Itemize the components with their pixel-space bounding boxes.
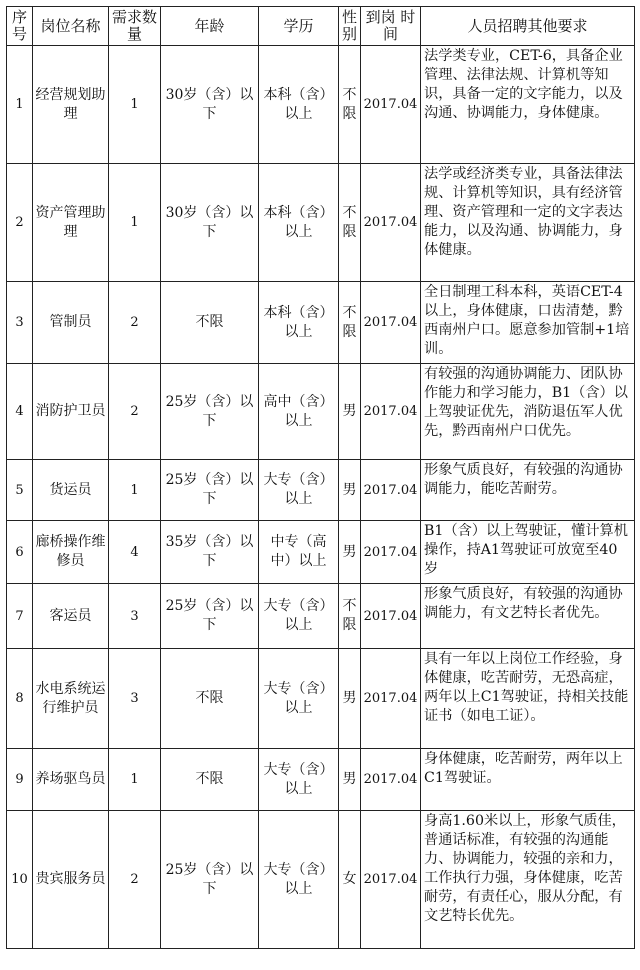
- table-row: [7, 364, 635, 460]
- row-position: 水电系统运行维护员: [33, 649, 109, 749]
- header-age: 年龄: [161, 7, 259, 46]
- row-count: 1: [109, 46, 161, 164]
- header-no: 序号: [7, 7, 33, 46]
- row-gender: 男: [339, 364, 361, 460]
- row-no: 8: [7, 649, 33, 749]
- row-age: 25岁（含）以下: [161, 460, 259, 521]
- row-no: 1: [7, 46, 33, 164]
- row-no: 4: [7, 364, 33, 460]
- row-education: 本科（含）以上: [259, 282, 339, 364]
- table-row: [7, 282, 635, 364]
- row-position: 消防护卫员: [33, 364, 109, 460]
- row-count: 2: [109, 282, 161, 364]
- table-row: [7, 649, 635, 749]
- header-requirements: 人员招聘其他要求: [421, 7, 635, 46]
- header-education: 学历: [259, 7, 339, 46]
- row-gender: 男: [339, 460, 361, 521]
- row-gender: 男: [339, 521, 361, 584]
- row-no: 5: [7, 460, 33, 521]
- row-count: 2: [109, 364, 161, 460]
- header-row: [7, 7, 635, 46]
- row-education: 大专（含）以上: [259, 460, 339, 521]
- row-no: 6: [7, 521, 33, 584]
- row-age: 35岁（含）以下: [161, 521, 259, 584]
- row-gender: 男: [339, 649, 361, 749]
- row-education: 大专（含）以上: [259, 811, 339, 949]
- table-row: [7, 811, 635, 949]
- row-education: 大专（含）以上: [259, 649, 339, 749]
- row-position: 廊桥操作维修员: [33, 521, 109, 584]
- row-gender: 不限: [339, 282, 361, 364]
- row-position: 资产管理助理: [33, 164, 109, 282]
- table-row: [7, 460, 635, 521]
- row-arrival: 2017.04: [361, 460, 421, 521]
- table-row: [7, 584, 635, 649]
- row-gender: 女: [339, 811, 361, 949]
- table-row: [7, 749, 635, 811]
- row-requirements: 法学或经济类专业，具备法律法规、计算机等知识，具有经济管理、资产管理和一定的文字表达能力，以及沟通、协调能力，身体健康。: [421, 164, 635, 282]
- row-requirements: 全日制理工科本科，英语CET-4以上，身体健康，口齿清楚，黔西南州户口。愿意参加管制+1培训。: [421, 282, 635, 364]
- row-age: 25岁（含）以下: [161, 364, 259, 460]
- row-no: 9: [7, 749, 33, 811]
- row-age: 30岁（含）以下: [161, 164, 259, 282]
- row-position: 贵宾服务员: [33, 811, 109, 949]
- row-age: 25岁（含）以下: [161, 811, 259, 949]
- row-arrival: 2017.04: [361, 46, 421, 164]
- row-no: 2: [7, 164, 33, 282]
- row-position: 客运员: [33, 584, 109, 649]
- row-gender: 男: [339, 749, 361, 811]
- row-gender: 不限: [339, 164, 361, 282]
- header-arrival: 到岗 时间: [361, 7, 421, 46]
- row-requirements: 有较强的沟通协调能力、团队协作能力和学习能力，B1（含）以上驾驶证优先，消防退伍军人优先，黔西南州户口优先。: [421, 364, 635, 460]
- row-count: 1: [109, 164, 161, 282]
- row-education: 中专（高中）以上: [259, 521, 339, 584]
- row-requirements: 法学类专业，CET-6，具备企业管理、法律法规、计算机等知识，具备一定的文字能力，以及沟通、协调能力，身体健康。: [421, 46, 635, 164]
- row-count: 3: [109, 649, 161, 749]
- row-count: 1: [109, 460, 161, 521]
- row-no: 10: [7, 811, 33, 949]
- row-arrival: 2017.04: [361, 164, 421, 282]
- row-gender: 不限: [339, 584, 361, 649]
- row-age: 25岁（含）以下: [161, 584, 259, 649]
- row-requirements: 具有一年以上岗位工作经验，身体健康，吃苦耐劳，无恐高症，两年以上C1驾驶证，持相关技能证书（如电工证）。: [421, 649, 635, 749]
- row-position: 管制员: [33, 282, 109, 364]
- row-arrival: 2017.04: [361, 584, 421, 649]
- row-arrival: 2017.04: [361, 811, 421, 949]
- row-age: 不限: [161, 749, 259, 811]
- header-position: 岗位名称: [33, 7, 109, 46]
- row-age: 30岁（含）以下: [161, 46, 259, 164]
- row-arrival: 2017.04: [361, 749, 421, 811]
- table-row: [7, 46, 635, 164]
- row-count: 1: [109, 749, 161, 811]
- recruitment-table-wrapper: [6, 6, 634, 949]
- row-requirements: 形象气质良好，有较强的沟通协调能力，有文艺特长者优先。: [421, 584, 635, 649]
- row-education: 大专（含）以上: [259, 584, 339, 649]
- row-education: 本科（含）以上: [259, 46, 339, 164]
- row-education: 本科（含）以上: [259, 164, 339, 282]
- row-count: 3: [109, 584, 161, 649]
- row-requirements: B1（含）以上驾驶证，懂计算机操作，持A1驾驶证可放宽至40岁: [421, 521, 635, 584]
- row-requirements: 身高1.60米以上，形象气质佳，普通话标准，有较强的沟通能力、协调能力，较强的亲和力，工作执行力强，身体健康，吃苦耐劳，有责任心，服从分配，有文艺特长优先。: [421, 811, 635, 949]
- row-arrival: 2017.04: [361, 364, 421, 460]
- row-position: 养场驱鸟员: [33, 749, 109, 811]
- row-no: 7: [7, 584, 33, 649]
- recruitment-table: [6, 6, 635, 949]
- row-position: 货运员: [33, 460, 109, 521]
- header-gender: 性别: [339, 7, 361, 46]
- row-age: 不限: [161, 649, 259, 749]
- row-arrival: 2017.04: [361, 649, 421, 749]
- row-education: 大专（含）以上: [259, 749, 339, 811]
- header-count: 需求数量: [109, 7, 161, 46]
- table-row: [7, 521, 635, 584]
- row-count: 4: [109, 521, 161, 584]
- row-no: 3: [7, 282, 33, 364]
- row-count: 2: [109, 811, 161, 949]
- row-requirements: 身体健康，吃苦耐劳，两年以上C1驾驶证。: [421, 749, 635, 811]
- row-requirements: 形象气质良好，有较强的沟通协调能力，能吃苦耐劳。: [421, 460, 635, 521]
- row-education: 高中（含）以上: [259, 364, 339, 460]
- row-arrival: 2017.04: [361, 521, 421, 584]
- row-gender: 不限: [339, 46, 361, 164]
- row-position: 经营规划助理: [33, 46, 109, 164]
- table-row: [7, 164, 635, 282]
- row-arrival: 2017.04: [361, 282, 421, 364]
- row-age: 不限: [161, 282, 259, 364]
